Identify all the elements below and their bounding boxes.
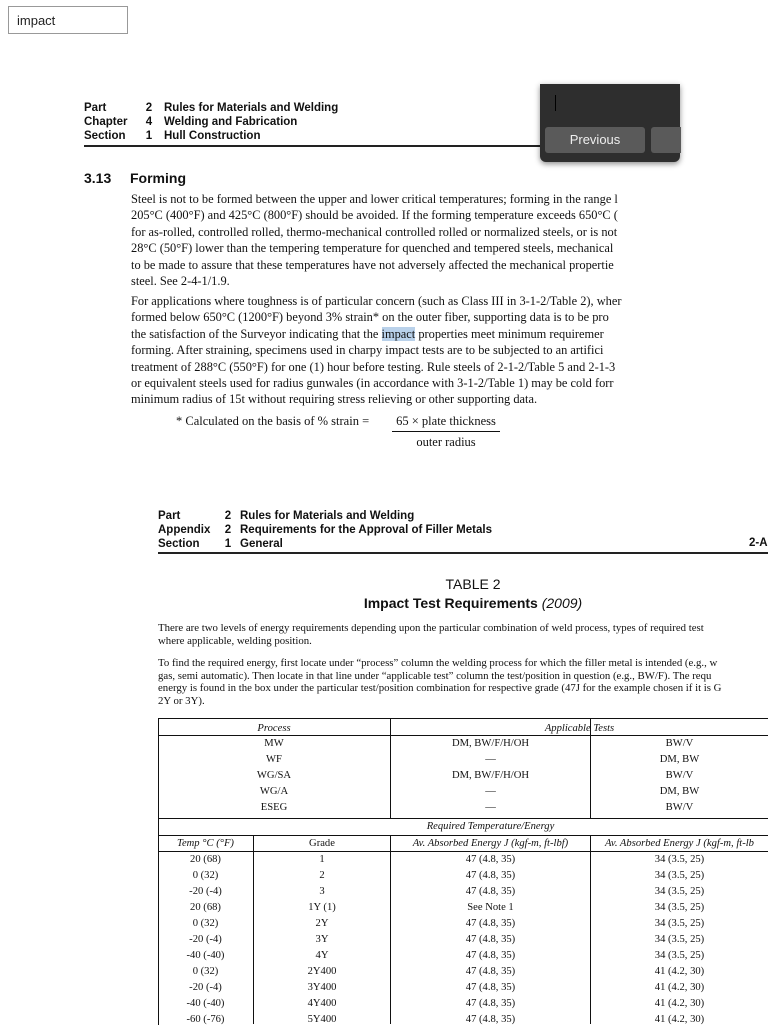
- process-cell: MW: [264, 738, 284, 749]
- process-cell: ESEG: [260, 802, 288, 813]
- header-row-appendix: [158, 523, 768, 537]
- test-cell: DM, BW/F/H/OH: [451, 738, 530, 749]
- test-cell: DM, BW: [659, 754, 700, 765]
- header-number: 1: [145, 130, 153, 142]
- test-cell: —: [485, 754, 496, 765]
- header-label: Part: [84, 102, 107, 114]
- header-text: Hull Construction: [164, 130, 261, 142]
- energy-cell: 47 (4.8, 35): [465, 966, 516, 977]
- header-label: Chapter: [84, 116, 128, 128]
- energy-cell: 47 (4.8, 35): [465, 886, 516, 897]
- header-label: Section: [84, 130, 126, 142]
- grade-cell: 3Y: [315, 934, 329, 945]
- paragraph-2: [131, 293, 668, 408]
- test-cell: BW/V: [665, 738, 694, 749]
- temp-cell: 0 (32): [192, 966, 219, 977]
- column-header-grade: Grade: [309, 838, 335, 849]
- energy-cell: 41 (4.2, 30): [654, 982, 705, 993]
- grade-cell: 2Y: [315, 918, 329, 929]
- text-line: steel. See 2-4-1/1.9.: [131, 274, 230, 289]
- text-cursor: [555, 95, 556, 111]
- energy-cell: 34 (3.5, 25): [654, 950, 705, 961]
- header-number: 2: [224, 524, 232, 536]
- section-number: 3.13: [84, 170, 112, 186]
- text-line: To find the required energy, first locate under “process” column the welding process for which the filler metal is intended (e.g., w: [158, 657, 718, 669]
- grade-cell: 1: [319, 854, 325, 865]
- table-intro-2: [158, 657, 768, 707]
- table-divider: [158, 835, 768, 836]
- energy-cell: 47 (4.8, 35): [465, 1014, 516, 1025]
- grade-cell: 1Y (1): [308, 902, 336, 913]
- energy-cell: 34 (3.5, 25): [654, 918, 705, 929]
- column-header-energy-2: Av. Absorbed Energy J (kgf-m, ft-lb: [605, 838, 754, 849]
- text-line: Steel is not to be formed between the upper and lower critical temperatures; forming in the range l: [131, 192, 618, 206]
- header-number: 4: [145, 116, 153, 128]
- text-line: where applicable, welding position.: [158, 634, 312, 647]
- page-reference: 2-A: [749, 537, 768, 549]
- search-highlight: impact: [381, 326, 416, 341]
- test-cell: DM, BW: [659, 786, 700, 797]
- energy-cell: 34 (3.5, 25): [654, 902, 705, 913]
- process-cell: WG/SA: [256, 770, 292, 781]
- process-cell: WG/A: [259, 786, 289, 797]
- text-line: [131, 326, 668, 342]
- energy-cell: 41 (4.2, 30): [654, 966, 705, 977]
- column-header-temp: Temp °C (°F): [177, 838, 234, 849]
- formula-fraction: [392, 414, 500, 450]
- formula-numerator: 65 × plate thickness: [392, 414, 500, 432]
- next-match-button[interactable]: [651, 127, 681, 153]
- table-divider: [158, 735, 768, 736]
- table-subtitle-year: (2009): [541, 595, 583, 611]
- test-cell: BW/V: [665, 770, 694, 781]
- text-line: treatment of 288°C (550°F) for one (1) hour before testing. Rule steels of 2-1-2/Table 5 and 2-1-3: [131, 359, 616, 374]
- text-segment: properties meet minimum requiremer: [415, 326, 604, 341]
- energy-cell: 41 (4.2, 30): [654, 1014, 705, 1025]
- section-title: Forming: [130, 170, 186, 186]
- test-cell: DM, BW/F/H/OH: [451, 770, 530, 781]
- table-divider: [158, 851, 768, 852]
- header-label: Appendix: [158, 524, 211, 536]
- energy-cell: 34 (3.5, 25): [654, 870, 705, 881]
- energy-cell: 34 (3.5, 25): [654, 886, 705, 897]
- column-header-energy-1: Av. Absorbed Energy J (kgf-m, ft-lbf): [412, 838, 569, 849]
- test-cell: —: [485, 802, 496, 813]
- table-title: TABLE 2: [445, 576, 501, 592]
- grade-cell: 4Y400: [307, 998, 337, 1009]
- energy-cell: 41 (4.2, 30): [654, 998, 705, 1009]
- grade-cell: 4Y: [315, 950, 329, 961]
- header-text: Requirements for the Approval of Filler Metals: [240, 524, 492, 536]
- previous-match-button[interactable]: Previous: [545, 127, 645, 153]
- page2-header: [158, 509, 768, 551]
- grade-cell: 5Y400: [307, 1014, 337, 1025]
- text-line: forming. After straining, specimens used in charpy impact tests are to be subjected to an artifici: [131, 343, 604, 358]
- header-number: 2: [145, 102, 153, 114]
- temp-cell: -20 (-4): [189, 982, 222, 993]
- grade-cell: 3Y400: [307, 982, 337, 993]
- energy-cell: 47 (4.8, 35): [465, 982, 516, 993]
- temp-cell: 0 (32): [192, 870, 219, 881]
- formula-denominator: outer radius: [416, 435, 476, 449]
- table-intro-1: [158, 622, 768, 647]
- text-line: energy is found in the box under the particular test/position combination for respective grade (47J for the example chosen if it is G: [158, 682, 722, 695]
- text-line: There are two levels of energy requirements depending upon the particular combination of weld process, types of required test: [158, 622, 704, 634]
- section-header-required: Required Temperature/Energy: [426, 821, 555, 832]
- header-divider: [158, 552, 768, 554]
- energy-cell: 34 (3.5, 25): [654, 934, 705, 945]
- header-number: 2: [224, 510, 232, 522]
- header-label: Section: [158, 538, 200, 550]
- header-row-part: [158, 509, 768, 523]
- text-line: 2Y or 3Y).: [158, 694, 205, 707]
- header-row-section: [158, 537, 768, 551]
- text-line: minimum radius of 15t without requiring stress relieving or other supporting data.: [131, 392, 538, 407]
- header-number: 1: [224, 538, 232, 550]
- energy-cell: 47 (4.8, 35): [465, 934, 516, 945]
- energy-cell: 47 (4.8, 35): [465, 918, 516, 929]
- grade-cell: 2: [319, 870, 325, 881]
- temp-cell: -60 (-76): [186, 1014, 225, 1025]
- temp-cell: 20 (68): [190, 902, 221, 913]
- process-cell: WF: [266, 754, 282, 765]
- temp-cell: -40 (-40): [186, 950, 225, 961]
- test-cell: BW/V: [665, 802, 694, 813]
- energy-cell: See Note 1: [467, 902, 514, 913]
- temp-cell: 20 (68): [190, 854, 221, 865]
- column-header-tests: Applicable Tests: [544, 723, 615, 734]
- grade-cell: 2Y400: [307, 966, 337, 977]
- paragraph-1: [131, 191, 668, 289]
- text-line: 28°C (50°F) lower than the tempering temperature for quenched and tempered steels, mechanical: [131, 241, 614, 256]
- header-text: Rules for Materials and Welding: [240, 510, 415, 522]
- find-input[interactable]: impact: [8, 6, 128, 34]
- text-line: to be made to assure that these temperatures have not adversely affected the mechanical propertie: [131, 257, 614, 272]
- column-header-process: Process: [257, 723, 291, 734]
- energy-cell: 34 (3.5, 25): [654, 854, 705, 865]
- text-line: for as-rolled, controlled rolled, thermo-mechanical controlled rolled or normalized steels, or is not: [131, 224, 618, 239]
- formula-label: * Calculated on the basis of % strain =: [176, 414, 370, 428]
- text-line: 205°C (400°F) and 425°C (800°F) should be avoided. If the forming temperature exceeds 650°C (: [131, 208, 618, 223]
- temp-cell: -20 (-4): [189, 886, 222, 897]
- table-divider: [158, 818, 768, 819]
- test-cell: —: [485, 786, 496, 797]
- table-subtitle: [300, 595, 646, 611]
- header-text: General: [240, 538, 283, 550]
- text-line: or equivalent steels used for radius gunwales (in accordance with 3-1-2/Table 1) may be cold forr: [131, 376, 614, 391]
- header-text: Welding and Fabrication: [164, 116, 298, 128]
- text-line: formed below 650°C (1200°F) beyond 3% strain* on the outer fiber, supporting data is to be pro: [131, 310, 609, 325]
- table-subtitle-text: Impact Test Requirements: [363, 595, 538, 611]
- energy-cell: 47 (4.8, 35): [465, 950, 516, 961]
- temp-cell: -20 (-4): [189, 934, 222, 945]
- temp-cell: -40 (-40): [186, 998, 225, 1009]
- temp-cell: 0 (32): [192, 918, 219, 929]
- header-label: Part: [158, 510, 181, 522]
- energy-cell: 47 (4.8, 35): [465, 854, 516, 865]
- grade-cell: 3: [319, 886, 325, 897]
- text-segment: the satisfaction of the Surveyor indicating that the: [131, 326, 382, 341]
- header-text: Rules for Materials and Welding: [164, 102, 339, 114]
- energy-cell: 47 (4.8, 35): [465, 998, 516, 1009]
- energy-cell: 47 (4.8, 35): [465, 870, 516, 881]
- text-line: For applications where toughness is of particular concern (such as Class III in 3-1-2/Table 2), wher: [131, 294, 622, 308]
- text-line: gas, semi automatic). Then locate in that line under “applicable test” column the test/position in question (e.g., BW/F). The requ: [158, 669, 712, 682]
